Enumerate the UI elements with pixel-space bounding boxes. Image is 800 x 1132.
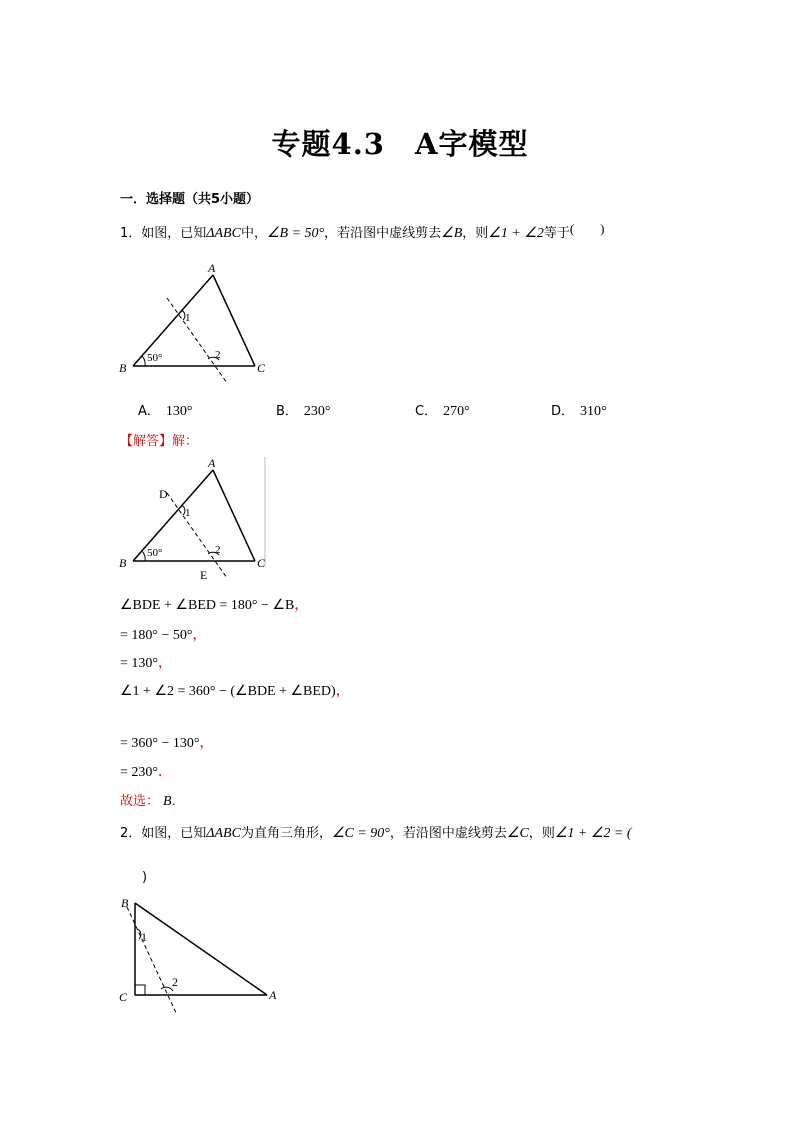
option-a-letter: A． <box>138 404 160 419</box>
cut-line <box>167 493 227 578</box>
q2-text: 为直角三角形， <box>240 826 332 841</box>
option-b-letter: B． <box>276 404 298 419</box>
question-2 <box>120 822 632 842</box>
vertex-c-label: C <box>257 556 266 570</box>
solution-step-5 <box>120 732 214 752</box>
vertex-a-label: A <box>208 456 216 470</box>
angle-b-label: 50° <box>147 352 163 364</box>
figure-3-svg <box>115 893 295 1018</box>
q1-text: 等于 <box>543 226 570 241</box>
q2-angle: ∠C <box>506 826 529 841</box>
option-a[interactable] <box>138 400 193 420</box>
solution-step-1 <box>120 594 308 614</box>
page-title: 专题4.3 A字模型 <box>271 127 529 161</box>
figure-1 <box>115 258 275 392</box>
answer-tag: 【解答】 <box>120 434 173 449</box>
solution-step-3 <box>120 652 172 672</box>
point-e-label: E <box>200 568 208 582</box>
step-2-expression: = 180° − 50° <box>120 628 193 643</box>
q2-number: 2．如图，已知 <box>120 826 207 841</box>
step-3-expression: = 130° <box>120 656 158 671</box>
q1-answer-paren: ( ) <box>569 221 605 236</box>
q1-text: ，则 <box>462 226 489 241</box>
step-2-punct: ， <box>192 628 207 643</box>
question-1 <box>120 218 605 242</box>
solution-step-2 <box>120 624 207 644</box>
step-5-punct: ， <box>199 736 214 751</box>
angle-1-label: 1 <box>185 312 191 324</box>
answer-heading <box>120 430 198 449</box>
final-choice <box>120 790 185 810</box>
cut-line <box>167 298 227 383</box>
vertex-c-label: C <box>119 990 128 1004</box>
solution-step-4 <box>120 680 350 700</box>
vertex-a-label: A <box>269 988 277 1002</box>
angle-b-label: 50° <box>147 547 163 559</box>
option-c[interactable] <box>415 400 470 420</box>
vertex-a-label: A <box>208 261 216 275</box>
right-angle-mark <box>135 985 145 995</box>
vertex-b-label: B <box>119 556 127 570</box>
figure-1-svg <box>115 258 275 388</box>
q1-angle: ∠B <box>441 226 463 241</box>
side-ba <box>135 903 267 995</box>
option-c-value: 270° <box>443 404 470 419</box>
q1-number: 1．如图，已知 <box>120 226 207 241</box>
step-1-expression: ∠BDE + ∠BED = 180° − ∠B <box>120 598 295 613</box>
step-4-punct: ， <box>335 684 350 699</box>
solution-step-6 <box>120 761 172 781</box>
option-d-value: 310° <box>580 404 607 419</box>
vertex-b-label: B <box>119 361 127 375</box>
step-6-expression: = 230° <box>120 765 158 780</box>
option-d[interactable] <box>551 400 607 420</box>
q1-condition: ∠B = 50° <box>266 226 325 241</box>
side-ab <box>133 470 213 561</box>
q1-triangle: ΔABC <box>206 226 241 241</box>
angle-2-label: 2 <box>172 975 178 989</box>
q2-paren-close: ) <box>142 870 148 885</box>
q1-expression: ∠1 + ∠2 <box>488 226 544 241</box>
option-d-letter: D． <box>551 404 575 419</box>
choice-label: 故选： <box>120 794 160 809</box>
q2-text: ，若沿图中虚线剪去 <box>389 826 507 841</box>
option-a-value: 130° <box>165 404 193 419</box>
q2-expression: ∠1 + ∠2 = ( <box>554 826 632 841</box>
vertex-c-label: C <box>257 361 266 375</box>
angle-1-label: 1 <box>185 507 191 519</box>
angle-1-label: 1 <box>141 930 147 944</box>
option-b-value: 230° <box>303 404 331 419</box>
figure-3 <box>115 893 295 1022</box>
angle-2-label: 2 <box>215 544 221 556</box>
point-d-label: D <box>159 487 168 501</box>
option-c-letter: C． <box>415 404 438 419</box>
step-6-punct: ． <box>158 765 172 780</box>
section-heading: 一．选择题（共5小题） <box>120 192 260 207</box>
angle-b-arc <box>142 551 145 561</box>
q1-text: ，若沿图中虚线剪去 <box>324 226 442 241</box>
step-4-expression: ∠1 + ∠2 = 360° − (∠BDE + ∠BED) <box>120 684 336 699</box>
angle-b-arc <box>142 356 145 366</box>
figure-2-svg <box>115 455 275 585</box>
q2-condition: ∠C = 90° <box>331 826 390 841</box>
q2-text: ，则 <box>528 826 555 841</box>
step-1-punct: ， <box>294 598 309 613</box>
choice-dot: ． <box>171 794 185 809</box>
step-3-punct: ， <box>158 656 172 671</box>
side-ab <box>133 275 213 366</box>
q1-text: 中， <box>240 226 267 241</box>
vertex-b-label: B <box>121 896 129 910</box>
q2-triangle: ΔABC <box>206 826 241 841</box>
step-5-expression: = 360° − 130° <box>120 736 200 751</box>
choice-value: B <box>163 794 172 809</box>
angle-2-label: 2 <box>215 349 221 361</box>
option-b[interactable] <box>276 400 331 420</box>
figure-2 <box>115 455 275 589</box>
answer-intro: 解： <box>172 434 199 449</box>
